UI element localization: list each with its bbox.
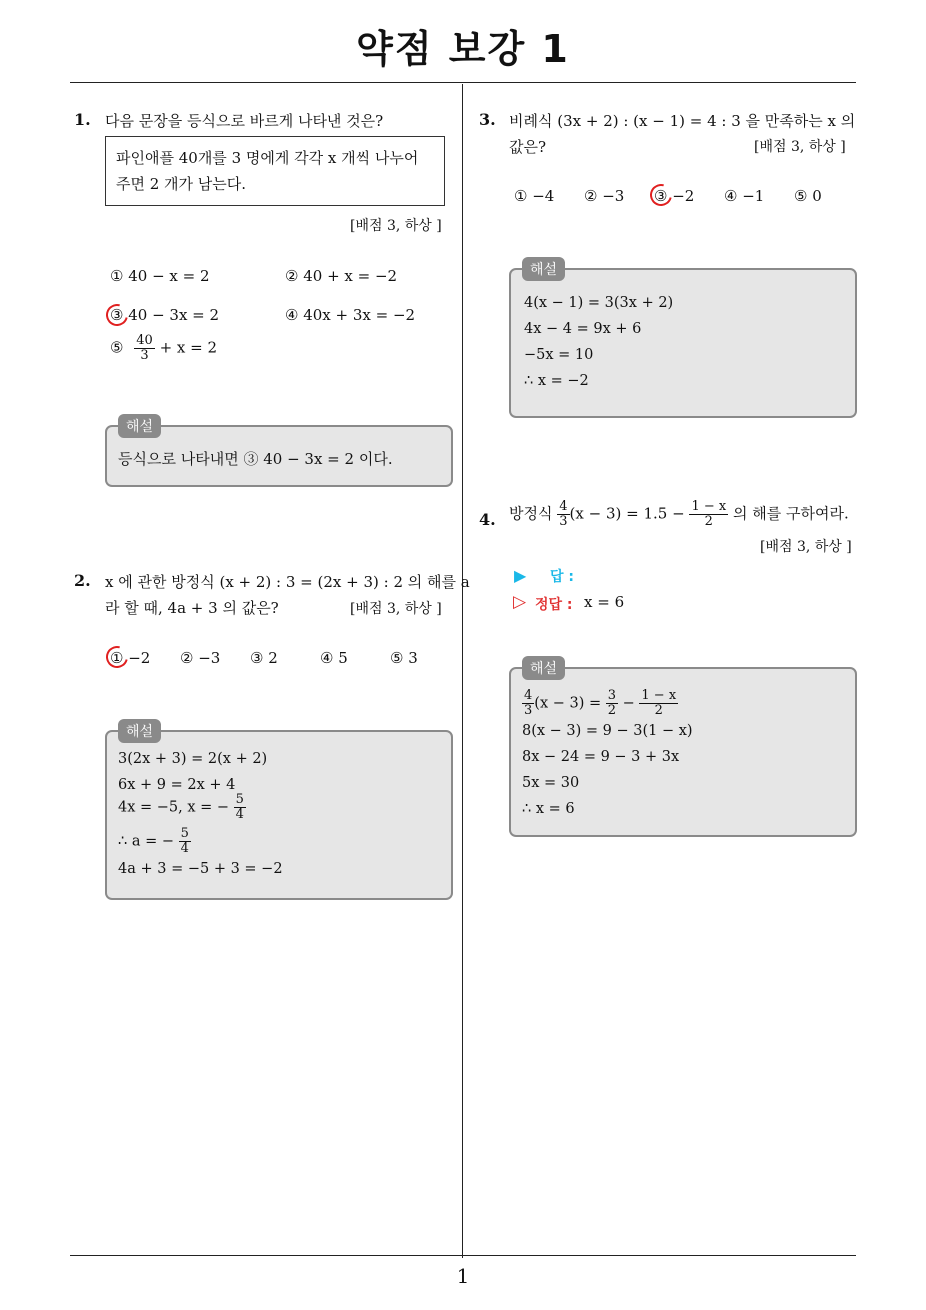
q3-option-2[interactable]: ② −3 bbox=[584, 187, 625, 205]
q2-option-1[interactable]: ① −2 bbox=[110, 649, 151, 667]
q4-solution-line3: 8x − 24 = 9 − 3 + 3x bbox=[522, 749, 680, 765]
q2-solution-line2: 6x + 9 = 2x + 4 bbox=[118, 777, 236, 793]
q2-option-5[interactable]: ⑤ 3 bbox=[390, 649, 418, 667]
q3-number: 3. bbox=[479, 110, 496, 129]
q2-solution-tab: 해설 bbox=[118, 719, 161, 743]
q4-solution-line1-mid: (x − 3) = bbox=[534, 695, 602, 712]
q4-question-pre: 방정식 bbox=[509, 504, 553, 523]
fraction-denominator: 3 bbox=[140, 348, 149, 363]
q2-option-2[interactable]: ② −3 bbox=[180, 649, 221, 667]
q1-option-4[interactable]: ④ 40x + 3x = −2 bbox=[285, 306, 416, 324]
fraction-numerator: 5 bbox=[180, 826, 189, 841]
q3-question-line2: 값은? bbox=[509, 138, 547, 156]
q3-solution-line2: 4x − 4 = 9x + 6 bbox=[524, 321, 642, 337]
q2-number: 2. bbox=[74, 571, 91, 590]
fraction-denominator: 2 bbox=[607, 703, 617, 718]
q1-option-1[interactable]: ① 40 − x = 2 bbox=[110, 267, 210, 285]
q3-option-4[interactable]: ④ −1 bbox=[724, 187, 765, 205]
page-title: 약점 보강 1 bbox=[356, 27, 570, 71]
page-number: 1 bbox=[456, 1264, 470, 1288]
q2-question-line1: x 에 관한 방정식 (x + 2) : 3 = (2x + 3) : 2 의 해를 a bbox=[105, 573, 470, 591]
fraction-numerator: 3 bbox=[607, 688, 617, 703]
q1-number: 1. bbox=[74, 110, 91, 129]
q1-statement-line1: 파인애플 40개를 3 명에게 각각 x 개씩 나누어 bbox=[116, 149, 419, 167]
q2-option-4[interactable]: ④ 5 bbox=[320, 649, 348, 667]
q2-solution-line3-fraction bbox=[234, 793, 246, 822]
q2-option-3[interactable]: ③ 2 bbox=[250, 649, 278, 667]
answer-arrow-icon: ▶ bbox=[514, 566, 527, 585]
q3-solution-line4: ∴ x = −2 bbox=[524, 373, 589, 389]
q4-solution-fraction2 bbox=[606, 689, 618, 718]
q2-solution-line1: 3(2x + 3) = 2(x + 2) bbox=[118, 751, 268, 767]
fraction-numerator: 5 bbox=[235, 792, 244, 807]
q4-correct-label: 정답 : bbox=[535, 597, 573, 613]
q1-option-3[interactable]: ③ 40 − 3x = 2 bbox=[110, 306, 220, 324]
q1-option-2[interactable]: ② 40 + x = −2 bbox=[285, 267, 398, 285]
fraction-denominator: 4 bbox=[235, 807, 244, 822]
fraction-denominator: 3 bbox=[559, 514, 568, 529]
q3-option-1[interactable]: ① −4 bbox=[514, 187, 555, 205]
q3-option-3[interactable]: ③ −2 bbox=[654, 187, 695, 205]
q4-solution-fraction3 bbox=[639, 689, 678, 718]
column-divider bbox=[462, 84, 463, 1258]
q1-question: 다음 문장을 등식으로 바르게 나타낸 것은? bbox=[105, 112, 384, 130]
fraction-numerator: 1 − x bbox=[691, 499, 727, 514]
q2-solution-line5: 4a + 3 = −5 + 3 = −2 bbox=[118, 861, 283, 877]
q1-option-5-fraction bbox=[134, 334, 155, 363]
q4-question-post: 의 해를 구하여라. bbox=[732, 504, 849, 523]
q1-score: [배점 3, 하상 ] bbox=[350, 218, 442, 234]
q4-solution-line5: ∴ x = 6 bbox=[522, 801, 575, 817]
q2-score: [배점 3, 하상 ] bbox=[350, 601, 442, 617]
q3-option-5[interactable]: ⑤ 0 bbox=[794, 187, 822, 205]
q4-score: [배점 3, 하상 ] bbox=[760, 539, 852, 555]
q4-solution-fraction1 bbox=[522, 689, 534, 718]
q4-question-mid: (x − 3) = 1.5 − bbox=[569, 504, 685, 523]
q2-question-line2: 라 할 때, 4a + 3 의 값은? bbox=[105, 599, 279, 617]
q2-solution-line3-text: 4x = −5, x = − bbox=[118, 799, 230, 816]
fraction-denominator: 2 bbox=[704, 514, 713, 529]
q4-question-fraction1 bbox=[557, 500, 569, 529]
q4-solution-line4: 5x = 30 bbox=[522, 775, 580, 791]
q4-solution-line1-minus: − bbox=[622, 695, 635, 712]
q2-solution-line4-fraction bbox=[179, 827, 191, 856]
fraction-numerator: 1 − x bbox=[641, 688, 677, 703]
q3-solution-line3: −5x = 10 bbox=[524, 347, 594, 363]
q2-solution-line4 bbox=[118, 827, 191, 856]
q2-solution-line4-text: ∴ a = − bbox=[118, 833, 174, 850]
header-divider bbox=[70, 82, 856, 83]
q3-solution-line1: 4(x − 1) = 3(3x + 2) bbox=[524, 295, 674, 311]
q4-question bbox=[509, 500, 849, 529]
footer-divider bbox=[70, 1255, 856, 1256]
q3-solution-tab: 해설 bbox=[522, 257, 565, 281]
fraction-denominator: 2 bbox=[654, 703, 663, 718]
q1-solution-text: 등식으로 나타내면 ③ 40 − 3x = 2 이다. bbox=[118, 450, 393, 468]
fraction-numerator: 4 bbox=[524, 688, 533, 703]
q2-solution-line3 bbox=[118, 793, 246, 822]
q4-solution-line1 bbox=[522, 689, 678, 718]
q4-correct-value: x = 6 bbox=[584, 593, 625, 611]
q1-option-5[interactable] bbox=[110, 334, 217, 363]
q3-solution-box bbox=[509, 268, 857, 418]
fraction-denominator: 4 bbox=[180, 841, 189, 856]
correct-arrow-icon: ▷ bbox=[513, 592, 527, 612]
q1-statement-box bbox=[105, 136, 445, 206]
q1-option-5-rest: + x = 2 bbox=[159, 338, 218, 357]
fraction-numerator: 4 bbox=[559, 499, 568, 514]
q1-solution-tab: 해설 bbox=[118, 414, 161, 438]
fraction-denominator: 3 bbox=[524, 703, 533, 718]
q3-question-line1: 비례식 (3x + 2) : (x − 1) = 4 : 3 을 만족하는 x 의 bbox=[509, 112, 856, 130]
q1-option-5-marker: ⑤ bbox=[110, 338, 124, 357]
q3-score: [배점 3, 하상 ] bbox=[754, 139, 846, 155]
q4-number: 4. bbox=[479, 510, 496, 529]
q4-question-fraction2 bbox=[689, 500, 728, 529]
fraction-numerator: 40 bbox=[136, 333, 153, 348]
q4-solution-line2: 8(x − 3) = 9 − 3(1 − x) bbox=[522, 723, 693, 739]
q4-solution-tab: 해설 bbox=[522, 656, 565, 680]
q1-statement-line2: 주면 2 개가 남는다. bbox=[116, 175, 247, 193]
q4-answer-label: 답 : bbox=[550, 569, 574, 585]
